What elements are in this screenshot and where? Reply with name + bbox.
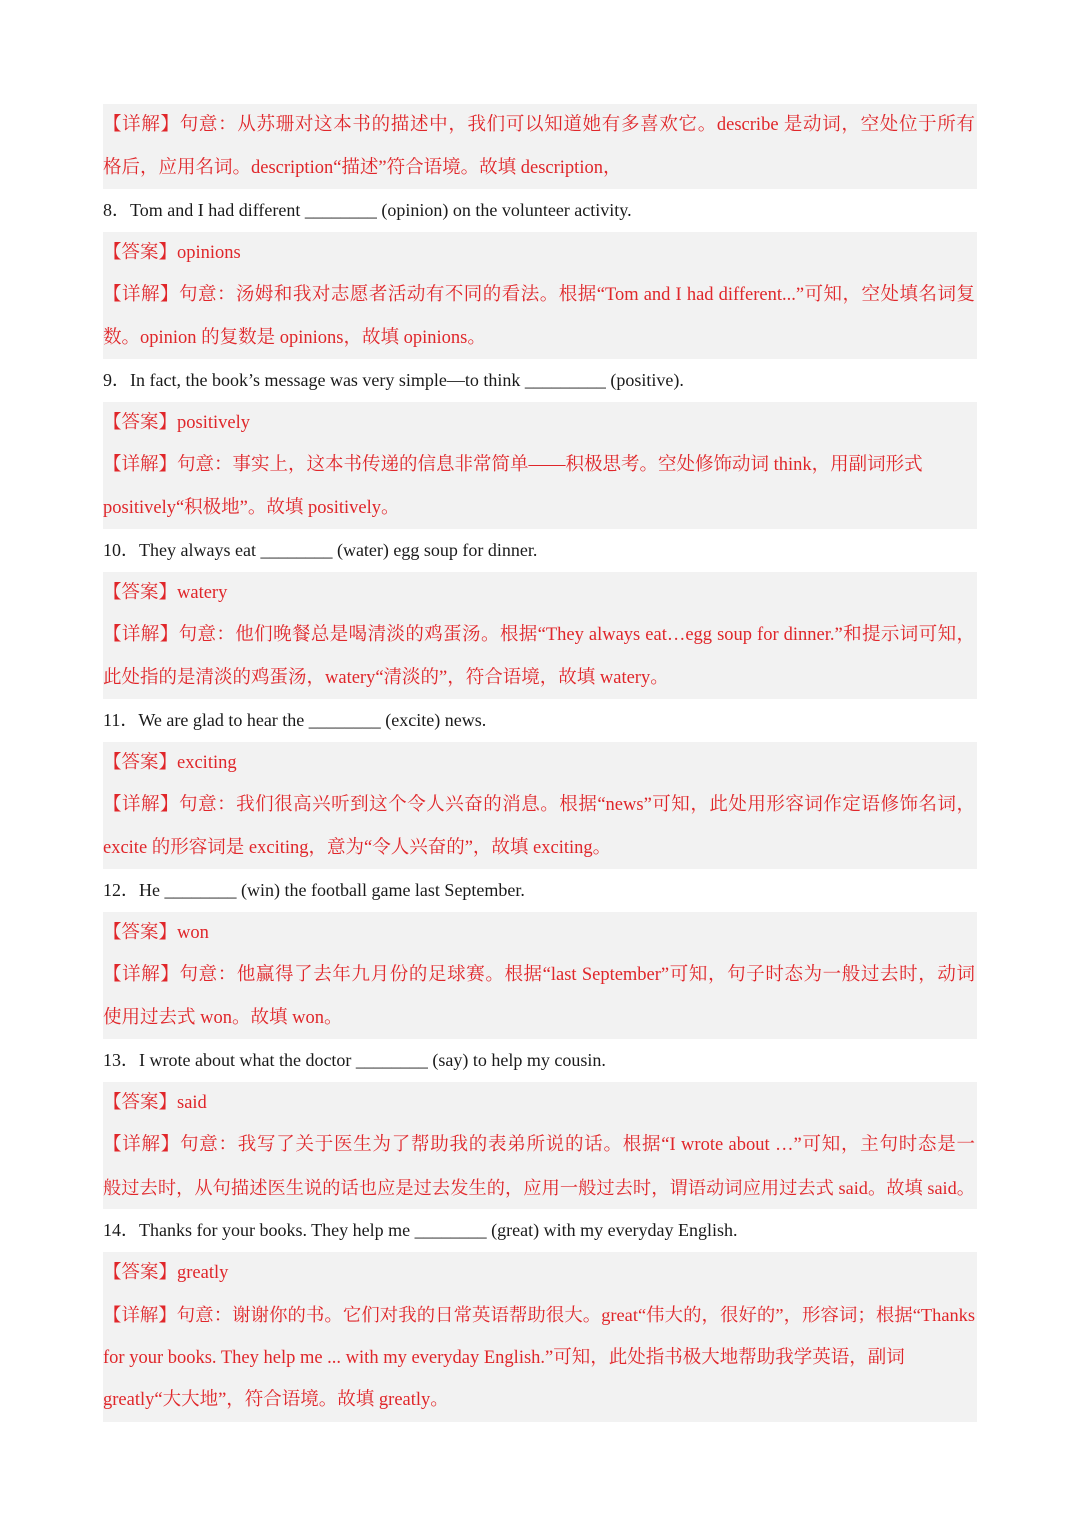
answer-13: 【答案】said (103, 1092, 207, 1113)
explanation-line: 【详解】句意：我们很高兴听到这个令人兴奋的消息。根据“news”可知，此处用形容词作定语修饰名词， (103, 795, 975, 815)
explanation-line: 使用过去式 won。故填 won。 (103, 1007, 343, 1028)
question-10: 10．They always eat ________ (water) egg soup for dinner. (103, 529, 977, 572)
question-13: 13．I wrote about what the doctor ________ (say) to help my cousin. (103, 1039, 977, 1082)
explanation-line: 【详解】句意：他赢得了去年九月份的足球赛。根据“last September”可知，句子时态为一般过去时，动词 (103, 965, 975, 985)
answer-block-13 (103, 1082, 977, 1210)
explanation-line: 般过去时，从句描述医生说的话也应是过去发生的，应用一般过去时，谓语动词应用过去式 said。故填 said。 (103, 1177, 975, 1198)
answer-block-10 (103, 572, 977, 700)
document-body (103, 104, 977, 1422)
answer-block-9 (103, 402, 977, 530)
question-9: 9．In fact, the book’s message was very simple—to think _________ (positive). (103, 359, 977, 402)
answer-8: 【答案】opinions (103, 242, 241, 263)
explanation-line: 【详解】句意：他们晚餐总是喝清淡的鸡蛋汤。根据“They always eat…egg soup for dinner.”和提示词可知， (103, 625, 975, 645)
answer-10: 【答案】watery (103, 582, 228, 603)
explanation-line: 【详解】句意：从苏珊对这本书的描述中，我们可以知道她有多喜欢它。describe 是动词，空处位于所有 (103, 115, 975, 135)
answer-12: 【答案】won (103, 922, 209, 943)
explanation-line: for your books. They help me ... with my everyday English.”可知，此处指书极大地帮助我学英语，副词 (103, 1347, 905, 1368)
question-8: 8．Tom and I had different ________ (opinion) on the volunteer activity. (103, 189, 977, 232)
explanation-line: 【详解】句意：谢谢你的书。它们对我的日常英语帮助很大。great“伟大的，很好的”，形容词；根据“Thanks (103, 1305, 975, 1325)
explanation-line: 【详解】句意：事实上，这本书传递的信息非常简单——积极思考。空处修饰动词 think，用副词形式 (103, 455, 923, 475)
explanation-line: positively“积极地”。故填 positively。 (103, 497, 400, 518)
explanation-line: 此处指的是清淡的鸡蛋汤，watery“清淡的”，符合语境，故填 watery。 (103, 667, 669, 688)
answer-block-12 (103, 912, 977, 1040)
explanation-line: 格后，应用名词。description“描述”符合语境。故填 description， (103, 157, 622, 178)
answer-9: 【答案】positively (103, 412, 250, 433)
question-14: 14．Thanks for your books. They help me ________ (great) with my everyday English. (103, 1209, 977, 1252)
explanation-line: 【详解】句意：我写了关于医生为了帮助我的表弟所说的话。根据“I wrote about …”可知，主句时态是一 (103, 1135, 975, 1155)
intro-explanation-block (103, 104, 977, 189)
explanation-line: 数。opinion 的复数是 opinions，故填 opinions。 (103, 327, 486, 348)
answer-block-11 (103, 742, 977, 870)
answer-block-14 (103, 1252, 977, 1422)
explanation-line: excite 的形容词是 exciting，意为“令人兴奋的”，故填 exciting。 (103, 837, 612, 858)
answer-block-8 (103, 232, 977, 360)
explanation-line: greatly“大大地”，符合语境。故填 greatly。 (103, 1390, 449, 1410)
question-12: 12．He ________ (win) the football game last September. (103, 869, 977, 912)
explanation-line: 【详解】句意：汤姆和我对志愿者活动有不同的看法。根据“Tom and I had different...”可知，空处填名词复 (103, 285, 975, 305)
answer-14: 【答案】greatly (103, 1262, 229, 1283)
answer-11: 【答案】exciting (103, 752, 237, 773)
question-11: 11．We are glad to hear the ________ (excite) news. (103, 699, 977, 742)
